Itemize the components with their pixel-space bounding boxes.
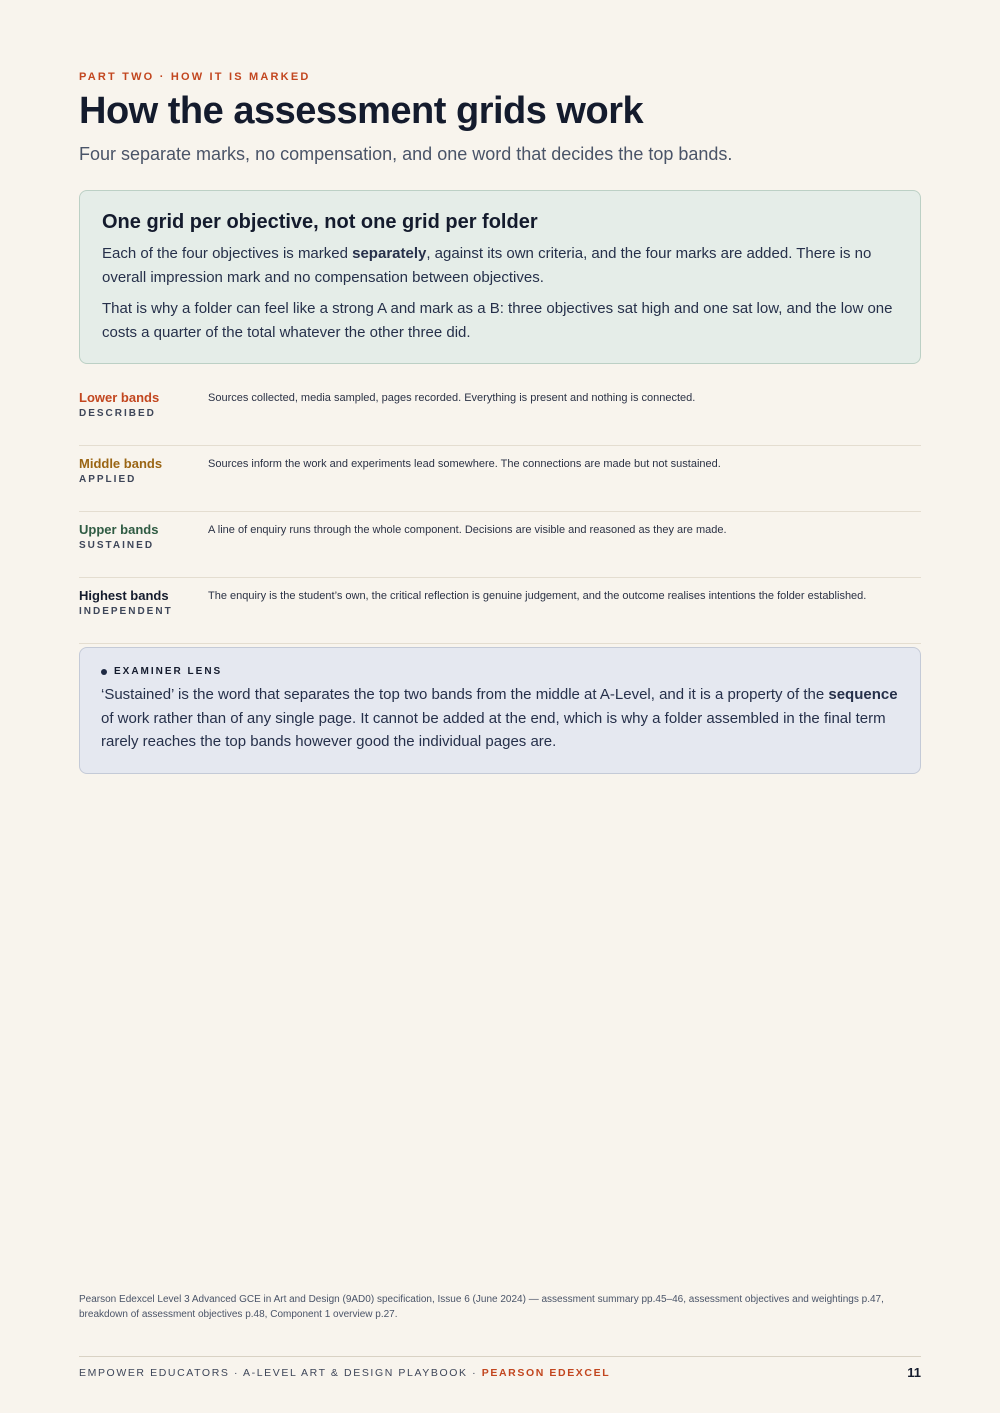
band-description: Sources collected, media sampled, pages recorded. Everything is present and nothing is connected. <box>208 392 696 404</box>
band-row <box>79 578 921 644</box>
page-subtitle: Four separate marks, no compensation, and one word that decides the top bands. <box>79 144 733 164</box>
footer-brand: PEARSON EDEXCEL <box>481 1367 611 1379</box>
bullet-dot-icon <box>101 669 107 675</box>
band-description: A line of enquiry runs through the whole component. Decisions are visible and reasoned as they are made. <box>208 524 727 536</box>
band-description: Sources inform the work and experiments lead somewhere. The connections are made but not sustained. <box>208 458 721 470</box>
band-row <box>79 380 921 446</box>
examiner-lens-box <box>79 647 921 774</box>
source-citation: Pearson Edexcel Level 3 Advanced GCE in Art and Design (9AD0) specification, Issue 6 (June 2024) — assessment summary pp.45–46, assessment objectives and weightings p.47, breakdown of assessment objectives p.48, Component 1 overview p.27. <box>79 1294 884 1320</box>
band-list <box>79 380 921 644</box>
band-name: Lower bands <box>79 390 160 405</box>
callout-paragraph-2: That is why a folder can feel like a strong A and mark as a B: three objectives sat high and one sat low, and the low one costs a quarter of the total whatever the other three did. <box>102 300 893 341</box>
page-title: How the assessment grids work <box>79 90 644 132</box>
running-footer: EMPOWER EDUCATORS · A-LEVEL ART & DESIGN PLAYBOOK · PEARSON EDEXCEL <box>79 1367 611 1379</box>
band-name: Highest bands <box>79 588 169 603</box>
band-row <box>79 446 921 512</box>
band-tag: SUSTAINED <box>79 540 155 551</box>
lens-text: ‘Sustained’ is the word that separates the top two bands from the middle at A-Level, and it is a property of the sequence of work rather than of any single page. It cannot be added at the end, which is why a folder assembled in the final term rarely reaches the top bands however good the individual pages are. <box>101 686 898 750</box>
section-eyebrow: PART TWO · HOW IT IS MARKED <box>79 71 311 83</box>
lens-header <box>101 666 899 677</box>
band-tag: DESCRIBED <box>79 408 156 419</box>
objective-callout <box>79 190 921 364</box>
band-row <box>79 512 921 578</box>
callout-heading: One grid per objective, not one grid per folder <box>102 211 538 233</box>
callout-paragraph-1: Each of the four objectives is marked separately, against its own criteria, and the four marks are added. There is no overall impression mark and no compensation between objectives. <box>102 245 872 286</box>
band-name: Middle bands <box>79 456 163 471</box>
band-description: The enquiry is the student’s own, the critical reflection is genuine judgement, and the outcome realises intentions the folder established. <box>208 590 867 602</box>
page-number: 11 <box>907 1365 921 1380</box>
lens-label: EXAMINER LENS <box>114 666 223 677</box>
band-tag: INDEPENDENT <box>79 606 173 617</box>
band-tag: APPLIED <box>79 474 137 485</box>
callout-emphasis: separately <box>352 245 427 262</box>
lens-emphasis: sequence <box>828 686 898 703</box>
band-name: Upper bands <box>79 522 159 537</box>
footer-divider <box>79 1356 921 1357</box>
